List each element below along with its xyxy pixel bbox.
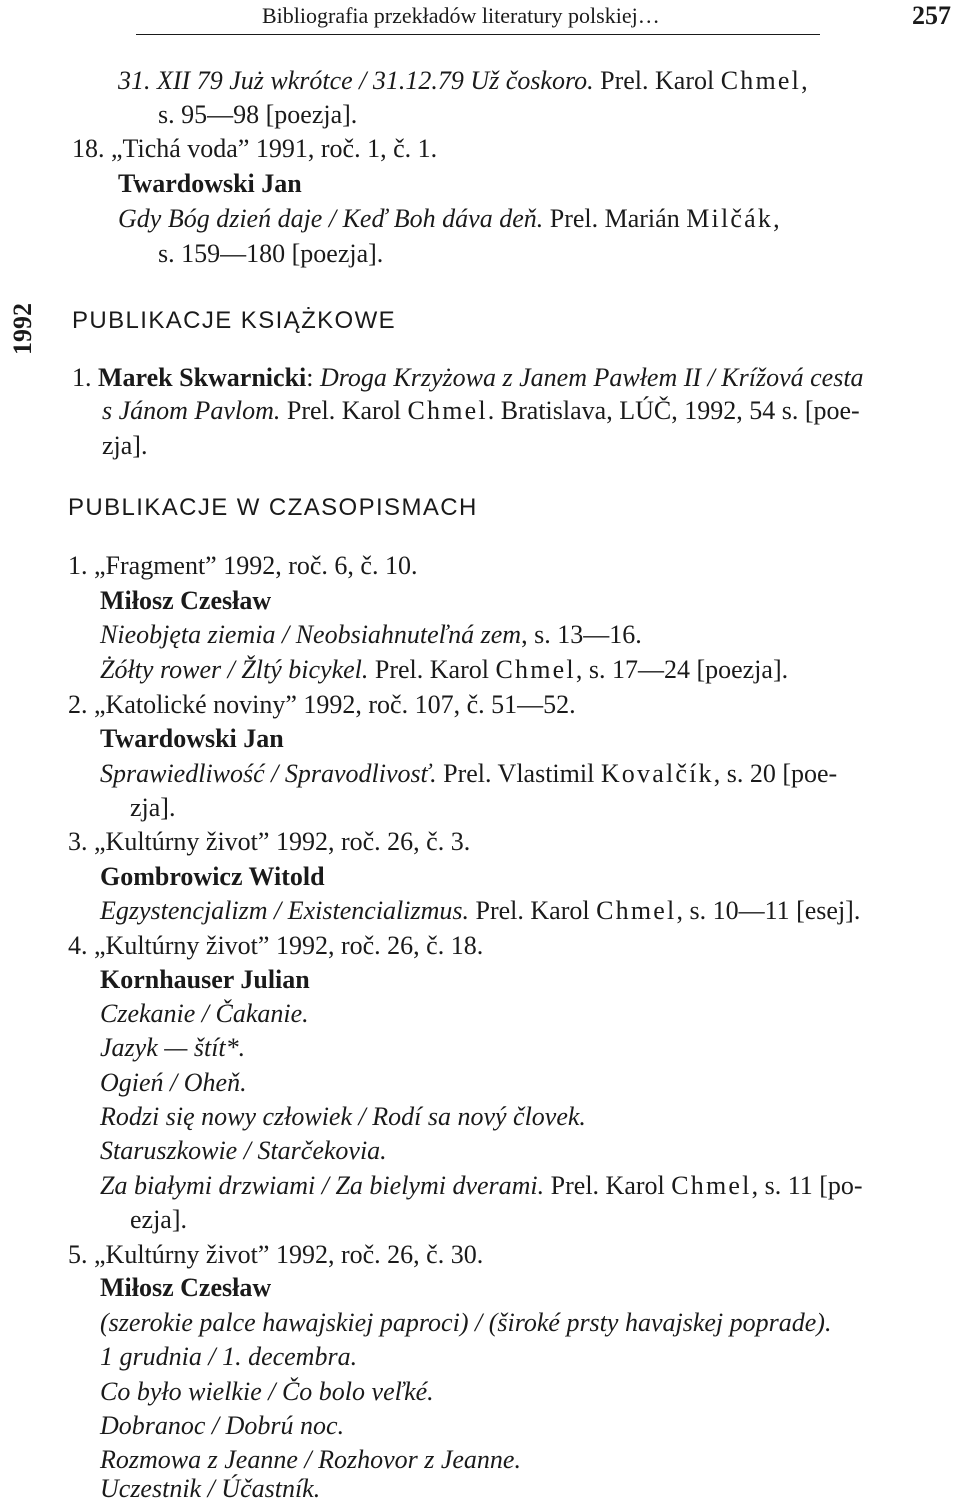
- work-line: (szerokie palce hawajskiej paproci) / (široké prsty havajskej poprade).: [100, 1308, 832, 1337]
- work-line: Rodzi się nowy człowiek / Rodí sa nový človek.: [100, 1102, 586, 1131]
- entry-line: Gdy Bóg dzień daje / Keď Boh dáva deň. Prel. Marián Milčák,: [118, 204, 780, 233]
- source-line: 18. „Tichá voda” 1991, roč. 1, č. 1.: [72, 134, 438, 163]
- header-rule: [136, 34, 820, 35]
- work-line: Czekanie / Čakanie.: [100, 999, 309, 1028]
- work-line: zja].: [130, 793, 176, 822]
- book-entry-line: zja].: [102, 431, 148, 460]
- author-name: Twardowski Jan: [118, 169, 302, 198]
- author-name: Twardowski Jan: [100, 724, 284, 753]
- work-line: Dobranoc / Dobrú noc.: [100, 1411, 345, 1440]
- source-line: 2. „Katolické noviny” 1992, roč. 107, č. 51—52.: [68, 690, 576, 719]
- work-line: Za białymi drzwiami / Za bielymi dverami. Prel. Karol Chmel, s. 11 [po-: [100, 1171, 863, 1200]
- work-line: Nieobjęta ziemia / Neobsiahnuteľná zem, s. 13—16.: [100, 620, 642, 649]
- author-name: Gombrowicz Witold: [100, 862, 325, 891]
- work-line: Co było wielkie / Čo bolo veľké.: [100, 1377, 434, 1406]
- source-line: 5. „Kultúrny život” 1992, roč. 26, č. 30.: [68, 1240, 484, 1269]
- running-title: Bibliografia przekładów literatury polskiej…: [262, 3, 660, 28]
- work-line: Uczestnik / Účastník.: [100, 1474, 321, 1503]
- work-line: Ogień / Oheň.: [100, 1068, 247, 1097]
- author-name: Miłosz Czesław: [100, 586, 272, 615]
- book-entry-line: 1. Marek Skwarnicki: Droga Krzyżowa z Janem Pawłem II / Krížová cesta: [72, 363, 864, 392]
- work-line: Egzystencjalizm / Existencializmus. Prel. Karol Chmel, s. 10—11 [esej].: [100, 896, 861, 925]
- source-line: 3. „Kultúrny život” 1992, roč. 26, č. 3.: [68, 827, 471, 856]
- section-heading-periodicals: PUBLIKACJE W CZASOPISMACH: [68, 494, 478, 521]
- entry-line: 31. XII 79 Już wkrótce / 31.12.79 Už čoskoro. Prel. Karol Chmel,: [118, 66, 808, 95]
- entry-line: s. 159—180 [poezja].: [158, 239, 384, 268]
- work-line: Żółty rower / Žltý bicykel. Prel. Karol Chmel, s. 17—24 [poezja].: [100, 655, 789, 684]
- work-line: Jazyk — štít*.: [100, 1033, 246, 1062]
- work-line: ezja].: [130, 1205, 188, 1234]
- author-name: Kornhauser Julian: [100, 965, 310, 994]
- source-line: 4. „Kultúrny život” 1992, roč. 26, č. 18.: [68, 931, 484, 960]
- book-entry-line: s Jánom Pavlom. Prel. Karol Chmel. Bratislava, LÚČ, 1992, 54 s. [poe-: [102, 396, 860, 425]
- side-year-label: 1992: [8, 303, 37, 355]
- author-name: Miłosz Czesław: [100, 1273, 272, 1302]
- work-line: Rozmowa z Jeanne / Rozhovor z Jeanne.: [100, 1445, 521, 1474]
- work-line: Sprawiedliwość / Spravodlivosť. Prel. Vlastimil Kovalčík, s. 20 [poe-: [100, 759, 838, 788]
- page-number: 257: [912, 1, 951, 30]
- work-line: Staruszkowie / Starčekovia.: [100, 1136, 387, 1165]
- source-line: 1. „Fragment” 1992, roč. 6, č. 10.: [68, 551, 418, 580]
- entry-line: s. 95—98 [poezja].: [158, 100, 358, 129]
- work-line: 1 grudnia / 1. decembra.: [100, 1342, 358, 1371]
- section-heading-books: PUBLIKACJE KSIĄŻKOWE: [72, 307, 397, 334]
